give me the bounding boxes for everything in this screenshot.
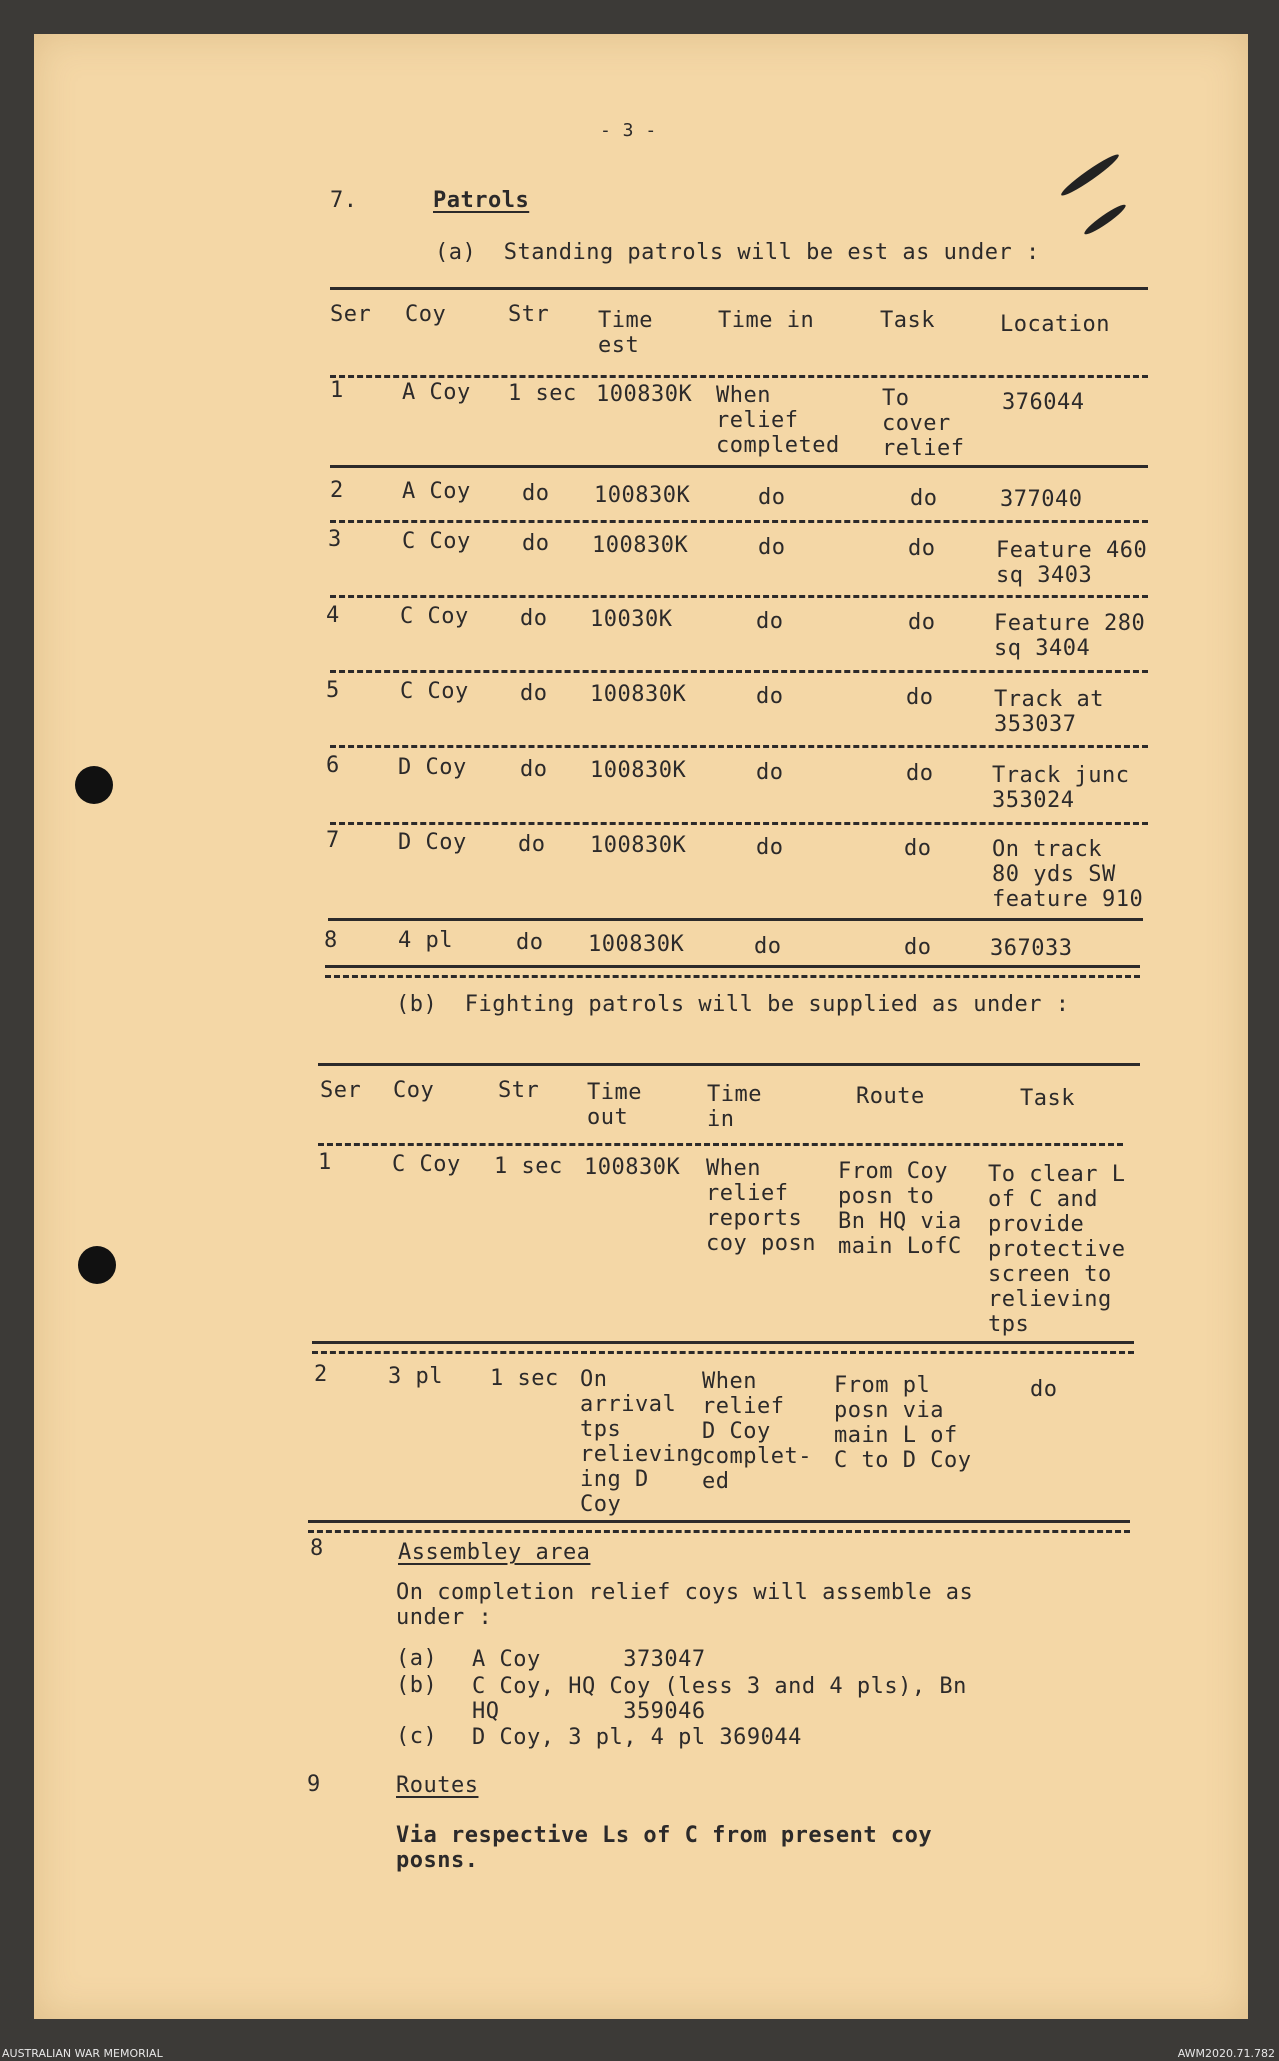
cell-time-out: On arrival tps relieving ing D Coy: [580, 1367, 704, 1517]
header-str: Str: [498, 1078, 540, 1103]
punch-hole: [75, 766, 113, 804]
cell-time-in: do: [758, 485, 786, 510]
cell-time: 100830K: [592, 533, 689, 558]
section-8-intro: On completion relief coys will assemble as under :: [396, 1580, 974, 1630]
cell-time-in: When relief reports coy posn: [706, 1156, 816, 1256]
header-coy: Coy: [393, 1078, 435, 1103]
cell-coy: C Coy: [400, 604, 469, 629]
cell-task: do: [904, 935, 932, 960]
cell-time: 100830K: [590, 682, 687, 707]
cell-task: do: [910, 486, 938, 511]
cell-ser: 3: [328, 527, 342, 552]
cell-location: 377040: [1000, 487, 1083, 512]
cell-ser: 7: [326, 828, 340, 853]
cell-location: Feature 460 sq 3403: [996, 538, 1148, 588]
cell-coy: 3 pl: [388, 1364, 443, 1389]
cell-ser: 1: [318, 1150, 332, 1175]
cell-ser: 2: [330, 478, 344, 503]
list-item: A Coy 373047: [472, 1647, 706, 1672]
section-8-title: Assembley area: [398, 1540, 591, 1565]
cell-location: 367033: [990, 936, 1073, 961]
list-item: C Coy, HQ Coy (less 3 and 4 pls), Bn HQ 359046: [472, 1674, 967, 1724]
cell-coy: A Coy: [402, 479, 471, 504]
cell-task: do: [908, 536, 936, 561]
cell-time: 100830K: [594, 483, 691, 508]
list-label: (a): [396, 1646, 438, 1671]
cell-location: Track junc 353024: [992, 763, 1130, 813]
cell-task: do: [908, 610, 936, 635]
cell-time: 100830K: [590, 833, 687, 858]
cell-coy: 4 pl: [398, 928, 453, 953]
section-9-title: Routes: [396, 1773, 479, 1798]
cell-ser: 8: [324, 928, 338, 953]
header-time-out: Time out: [587, 1080, 642, 1130]
cell-time-in: When relief completed: [716, 383, 840, 458]
header-str: Str: [508, 302, 550, 327]
cell-task: do: [906, 761, 934, 786]
cell-ser: 4: [326, 603, 340, 628]
cell-coy: C Coy: [402, 529, 471, 554]
cell-str: 1 sec: [494, 1154, 563, 1179]
cell-task: do: [906, 685, 934, 710]
section-7b-heading: (b) Fighting patrols will be supplied as under :: [396, 992, 1070, 1017]
section-7-title: Patrols: [433, 188, 530, 213]
section-7-number: 7.: [330, 188, 358, 213]
cell-coy: D Coy: [398, 755, 467, 780]
cell-task: To clear L of C and provide protective screen to relieving tps: [988, 1162, 1126, 1337]
cell-str: do: [520, 681, 548, 706]
cell-str: do: [522, 481, 550, 506]
cell-str: do: [520, 757, 548, 782]
cell-str: do: [518, 832, 546, 857]
cell-task: do: [904, 836, 932, 861]
cell-location: On track 80 yds SW feature 910: [992, 837, 1144, 912]
punch-hole: [78, 1246, 116, 1284]
cell-time: 100830K: [590, 758, 687, 783]
section-7a-heading: (a) Standing patrols will be est as under :: [435, 240, 1040, 265]
header-route: Route: [856, 1084, 925, 1109]
header-time-in: Time in: [707, 1082, 762, 1132]
header-task: Task: [880, 308, 935, 333]
cell-time: 100830K: [596, 382, 693, 407]
cell-task: do: [1030, 1377, 1058, 1402]
cell-time-in: do: [756, 609, 784, 634]
cell-time-in: do: [756, 760, 784, 785]
cell-str: 1 sec: [490, 1366, 559, 1391]
cell-time: 10030K: [590, 607, 673, 632]
cell-task: To cover relief: [882, 386, 965, 461]
footer-accession-number: AWM2020.71.782: [1177, 2047, 1275, 2060]
cell-route: From pl posn via main L of C to D Coy: [834, 1373, 972, 1473]
cell-ser: 6: [326, 753, 340, 778]
cell-time-out: 100830K: [584, 1155, 681, 1180]
footer-institution: AUSTRALIAN WAR MEMORIAL: [2, 2047, 163, 2060]
header-location: Location: [1000, 312, 1110, 337]
cell-time-in: do: [754, 934, 782, 959]
cell-ser: 5: [326, 678, 340, 703]
cell-coy: A Coy: [402, 380, 471, 405]
section-9-number: 9: [307, 1772, 321, 1797]
header-task: Task: [1020, 1086, 1075, 1111]
cell-str: do: [520, 606, 548, 631]
cell-location: Track at 353037: [994, 687, 1104, 737]
header-time-in: Time in: [718, 308, 815, 333]
cell-time: 100830K: [588, 932, 685, 957]
section-9-text: Via respective Ls of C from present coy posns.: [396, 1823, 933, 1873]
list-label: (b): [396, 1673, 438, 1698]
cell-time-in: do: [758, 535, 786, 560]
cell-coy: C Coy: [392, 1152, 461, 1177]
list-label: (c): [396, 1724, 438, 1749]
cell-ser: 2: [314, 1362, 328, 1387]
cell-str: do: [516, 930, 544, 955]
header-time-est: Time est: [598, 308, 653, 358]
cell-time-in: do: [756, 835, 784, 860]
header-coy: Coy: [405, 302, 447, 327]
header-ser: Ser: [330, 302, 372, 327]
cell-coy: C Coy: [400, 679, 469, 704]
list-item: D Coy, 3 pl, 4 pl 369044: [472, 1725, 802, 1750]
cell-location: 376044: [1002, 390, 1085, 415]
page-marker: - 3 -: [600, 120, 657, 141]
cell-route: From Coy posn to Bn HQ via main LofC: [838, 1159, 962, 1259]
cell-time-in: When relief D Coy complet- ed: [702, 1369, 812, 1494]
section-8-number: 8: [310, 1536, 324, 1561]
cell-ser: 1: [330, 378, 344, 403]
cell-coy: D Coy: [398, 830, 467, 855]
cell-str: do: [522, 531, 550, 556]
cell-location: Feature 280 sq 3404: [994, 611, 1146, 661]
cell-str: 1 sec: [508, 381, 577, 406]
header-ser: Ser: [320, 1078, 362, 1103]
cell-time-in: do: [756, 684, 784, 709]
